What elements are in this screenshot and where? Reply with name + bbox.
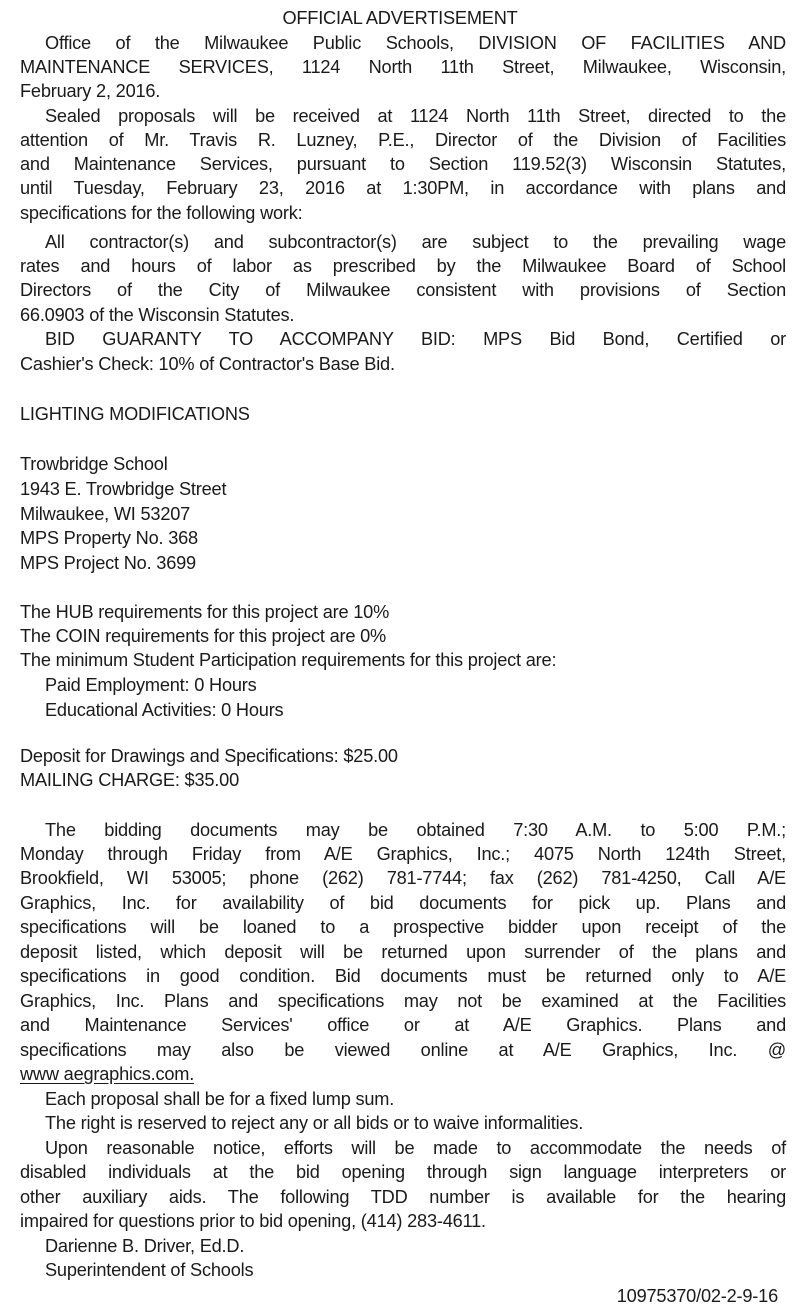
intro-line: MAINTENANCE SERVICES, 1124 North 11th Street, Milwaukee, Wisconsin,	[20, 57, 786, 77]
accommodation-line: impaired for questions prior to bid opening, (414) 283-4611.	[20, 1211, 486, 1231]
bidding-line: specifications will be loaned to a prospective bidder upon receipt of the	[20, 917, 786, 937]
contractor-line: Directors of the City of Milwaukee consistent with provisions of Section	[20, 280, 786, 300]
signature-name: Darienne B. Driver, Ed.D.	[45, 1236, 245, 1256]
student-requirement: The minimum Student Participation requirements for this project are:	[20, 650, 557, 670]
intro-line: Office of the Milwaukee Public Schools, DIVISION OF FACILITIES AND	[45, 33, 786, 53]
bidding-line: Monday through Friday from A/E Graphics, Inc.; 4075 North 124th Street,	[20, 844, 786, 864]
project-number: MPS Project No. 3699	[20, 553, 196, 573]
bidding-line: deposit listed, which deposit will be returned upon surrender of the plans and	[20, 942, 786, 962]
school-street: 1943 E. Trowbridge Street	[20, 479, 227, 499]
accommodation-line: disabled individuals at the bid opening through sign language interpreters or	[20, 1162, 786, 1182]
right-reserved-note: The right is reserved to reject any or all bids or to waive informalities.	[45, 1113, 584, 1133]
bidding-line: The bidding documents may be obtained 7:30 A.M. to 5:00 P.M.;	[45, 820, 786, 840]
bidding-line: Graphics, Inc. for availability of bid documents for pick up. Plans and	[20, 893, 786, 913]
sealed-line: specifications for the following work:	[20, 203, 303, 223]
guaranty-line: BID GUARANTY TO ACCOMPANY BID: MPS Bid Bond, Certified or	[45, 329, 786, 349]
paid-employment: Paid Employment: 0 Hours	[45, 675, 257, 695]
signature-role: Superintendent of Schools	[45, 1260, 254, 1280]
mailing-charge: MAILING CHARGE: $35.00	[20, 770, 239, 790]
hub-requirement: The HUB requirements for this project are 10%	[20, 602, 390, 622]
sealed-line: until Tuesday, February 23, 2016 at 1:30PM, in accordance with plans and	[20, 178, 786, 198]
contractor-line: All contractor(s) and subcontractor(s) are subject to the prevailing wage	[45, 232, 786, 252]
intro-line: February 2, 2016.	[20, 81, 161, 101]
property-number: MPS Property No. 368	[20, 528, 198, 548]
coin-requirement: The COIN requirements for this project are 0%	[20, 626, 387, 646]
reference-code: 10975370/02-2-9-16	[616, 1286, 778, 1306]
deposit-charge: Deposit for Drawings and Specifications: $25.00	[20, 746, 398, 766]
project-title: LIGHTING MODIFICATIONS	[20, 404, 250, 424]
bidding-line: Graphics, Inc. Plans and specifications may not be examined at the Facilities	[20, 991, 786, 1011]
document-title: OFFICIAL ADVERTISEMENT	[282, 8, 518, 28]
educational-activities: Educational Activities: 0 Hours	[45, 700, 284, 720]
contractor-line: rates and hours of labor as prescribed by the Milwaukee Board of School	[20, 256, 786, 276]
contractor-line: 66.0903 of the Wisconsin Statutes.	[20, 305, 295, 325]
sealed-line: Sealed proposals will be received at 1124 North 11th Street, directed to the	[45, 106, 786, 126]
school-name: Trowbridge School	[20, 454, 168, 474]
school-city: Milwaukee, WI 53207	[20, 504, 191, 524]
bidding-line: specifications in good condition. Bid documents must be returned only to A/E	[20, 966, 786, 986]
lump-sum-note: Each proposal shall be for a fixed lump sum.	[45, 1089, 395, 1109]
accommodation-line: Upon reasonable notice, efforts will be made to accommodate the needs of	[45, 1138, 786, 1158]
guaranty-line: Cashier's Check: 10% of Contractor's Base Bid.	[20, 354, 395, 374]
bidding-line: and Maintenance Services' office or at A/E Graphics. Plans and	[20, 1015, 786, 1035]
website-link[interactable]: www aegraphics.com.	[20, 1064, 195, 1084]
bidding-line: specifications may also be viewed online at A/E Graphics, Inc. @	[20, 1040, 786, 1060]
sealed-line: attention of Mr. Travis R. Luzney, P.E., Director of the Division of Facilities	[20, 130, 786, 150]
sealed-line: and Maintenance Services, pursuant to Section 119.52(3) Wisconsin Statutes,	[20, 154, 786, 174]
bidding-line: Brookfield, WI 53005; phone (262) 781-7744; fax (262) 781-4250, Call A/E	[20, 868, 786, 888]
accommodation-line: other auxiliary aids. The following TDD number is available for the hearing	[20, 1187, 786, 1207]
